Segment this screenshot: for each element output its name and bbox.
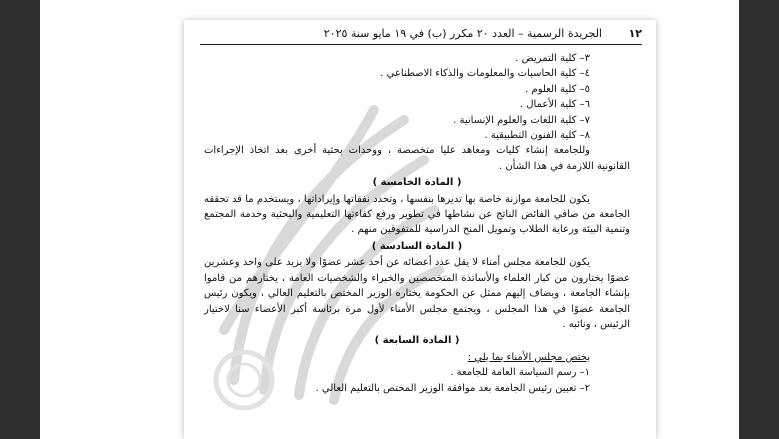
article-heading: ( المادة الخامسة ) xyxy=(372,177,462,189)
article-heading: ( المادة السادسة ) xyxy=(371,240,463,252)
list-item: ٨– كلية الفنون التطبيقية . xyxy=(484,130,590,142)
list-item: ١– رسم السياسة العامة للجامعة . xyxy=(450,367,590,379)
list-item: ٧– كلية اللغات والعلوم الإنسانية . xyxy=(453,114,590,126)
list-item: ٢– تعيين رئيس الجامعة بعد موافقة الوزير المختص بالتعليم العالي . xyxy=(315,382,590,394)
list-item: ٣– كلية التمريض . xyxy=(515,53,590,64)
page-header xyxy=(200,26,642,42)
list-item: ٦– كلية الأعمال . xyxy=(519,99,590,111)
document-body xyxy=(204,51,630,396)
page-number: ١٢ xyxy=(628,27,642,40)
article-text: يكون للجامعة مجلس أمناء لا يقل عدد أعضائه عن أحد عشر عضوًا ولا يزيد على واحد وعشرين عضوًا يختارون من كبار العلماء والأساتذة المتخصصين والخبراء والشخصيات العامة ، يختارهم من قاموا بإنشاء الجامعة ، ويضاف إليهم ممثل عن الحكومة يختاره الوزير المختص بالتعليم العالي ، ويكون رئيس الجامعة عضوًا في هذا المجلس ، ويجتمع مجلس الأمناء لأول مرة برئاسة أكبر الأعضاء سنا لاختيار الرئيس ، ونائبه . xyxy=(204,257,630,330)
header-rule xyxy=(200,44,642,45)
article-heading: ( المادة السابعة ) xyxy=(374,335,460,347)
list-item: ٤– كلية الحاسبات والمعلومات والذكاء الاصطناعي . xyxy=(380,68,590,80)
list-item: ٥– كلية العلوم . xyxy=(525,83,590,95)
faculties-note: وللجامعة إنشاء كليات ومعاهد عليا متخصصة ، ووحدات بحثية أخرى بعد اتخاذ الإجراءات القانونية اللازمة في هذا الشأن . xyxy=(204,145,630,172)
document-viewer[interactable] xyxy=(40,0,739,439)
article-intro: يختص مجلس الأمناء بما يلي : xyxy=(467,351,590,363)
gazette-title: الجريدة الرسمية – العدد ٢٠ مكرر (ب) في ١٩ مايو سنة ٢٠٢٥ xyxy=(323,27,602,40)
viewer-left-margin xyxy=(0,0,40,439)
document-page xyxy=(184,20,656,439)
viewer-right-margin xyxy=(739,0,779,439)
article-text: يكون للجامعة موازنة خاصة بها تديرها بنفسها ، وتحدد نفقاتها وإيراداتها ، ويستخدم ما قد تحققه الجامعة من صافي الفائض الناتج عن نشاطها في تطوير ورفع كفاءتها التعليمية والبحثية وخدمة المجتمع وتنمية البيئة ورعاية الطلاب وتمويل المنح الدراسية للمتفوقين منهم . xyxy=(204,193,630,236)
